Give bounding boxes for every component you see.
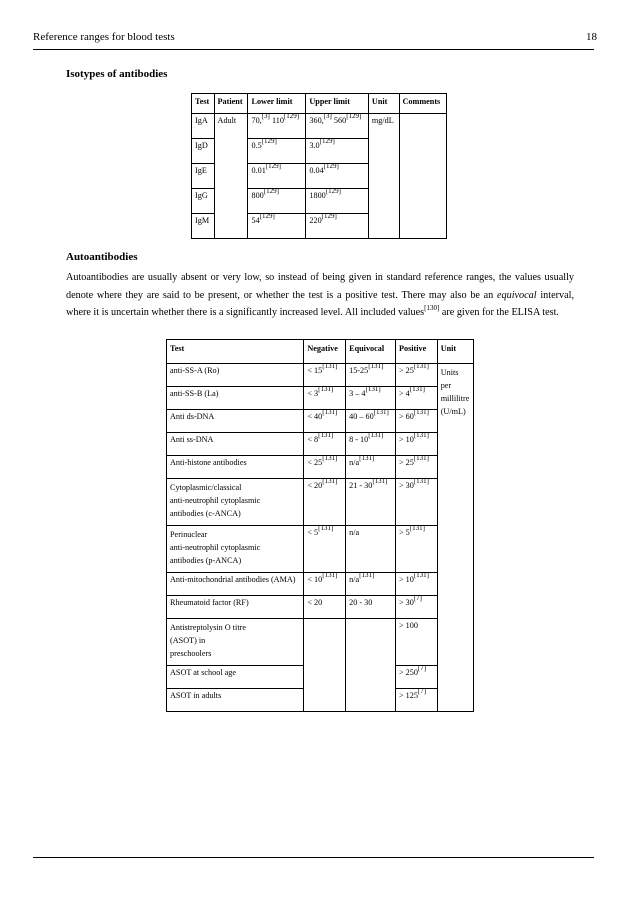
col-comments: Comments (399, 94, 447, 114)
citation: [131] (372, 477, 388, 485)
negative-cell: < 40[131] (304, 410, 346, 433)
negative-cell: < 3[131] (304, 387, 346, 410)
negative-cell: < 15[131] (304, 364, 346, 387)
test-cell: anti-SS-B (La) (167, 387, 304, 410)
citation: [131] (373, 408, 389, 416)
positive-cell: > 30[7] (395, 596, 437, 619)
upper-cell: 0.04[129] (306, 164, 369, 189)
table-row (167, 479, 474, 526)
unit-cell: Units per millilitre (U/mL) (437, 364, 473, 712)
positive-cell: > 25[131] (395, 456, 437, 479)
test-cell: IgG (192, 189, 215, 214)
citation: [131] (359, 454, 375, 462)
citation: [129] (283, 112, 300, 120)
citation: [7] (417, 687, 427, 695)
citation: [129] (321, 212, 337, 220)
citation: [131] (359, 571, 375, 579)
citation: [3] (323, 112, 332, 120)
table-row (167, 410, 474, 433)
lower-cell: 800[129] (248, 189, 306, 214)
running-header (33, 31, 597, 43)
table-row (167, 596, 474, 619)
equivocal-cell: n/a (346, 526, 396, 573)
positive-cell: > 5[131] (395, 526, 437, 573)
negative-cell: < 8[131] (304, 433, 346, 456)
table-header-row (192, 94, 447, 114)
autoantibodies-heading: Autoantibodies (66, 251, 138, 263)
test-cell: Perinuclear anti-neutrophil cytoplasmic antibodies (p-ANCA) (167, 526, 304, 573)
citation: [131] (322, 362, 338, 370)
page-number: 18 (586, 31, 597, 43)
header-title: Reference ranges for blood tests (33, 31, 175, 43)
col-positive: Positive (395, 340, 437, 364)
citation: [131] (322, 477, 338, 485)
citation: [131] (318, 431, 334, 439)
citation: [131] (365, 385, 381, 393)
citation: [129] (265, 162, 281, 170)
positive-cell: > 10[131] (395, 433, 437, 456)
test-cell: anti-SS-A (Ro) (167, 364, 304, 387)
citation: [131] (413, 477, 429, 485)
citation: [131] (409, 524, 425, 532)
col-unit: Unit (437, 340, 473, 364)
table-row (167, 456, 474, 479)
equivocal-cell: 21 - 30[131] (346, 479, 396, 526)
citation: [130] (424, 304, 440, 313)
test-cell: Anti-mitochondrial antibodies (AMA) (167, 573, 304, 596)
negative-cell: < 5[131] (304, 526, 346, 573)
equivocal-cell: 20 - 30 (346, 596, 396, 619)
citation: [131] (413, 362, 429, 370)
citation: [131] (368, 431, 384, 439)
upper-cell: 1800[129] (306, 189, 369, 214)
citation: [131] (413, 408, 429, 416)
upper-cell: 220[129] (306, 214, 369, 239)
lower-cell: 54[129] (248, 214, 306, 239)
positive-cell: > 250[7] (395, 666, 437, 689)
citation: [131] (413, 431, 429, 439)
col-upper-limit: Upper limit (306, 94, 369, 114)
equivocal-cell: 40 – 60[131] (346, 410, 396, 433)
citation: [129] (323, 162, 339, 170)
citation: [129] (261, 137, 277, 145)
unit-cell: mg/dL (368, 114, 399, 239)
negative-cell: < 20[131] (304, 479, 346, 526)
equivocal-cell: n/a[131] (346, 573, 396, 596)
isotypes-table (191, 93, 447, 239)
positive-cell: > 60[131] (395, 410, 437, 433)
table-row (167, 526, 474, 573)
test-cell: Anti ss-DNA (167, 433, 304, 456)
autoantibodies-paragraph: Autoantibodies are usually absent or very low, so instead of being given in standard reference ranges, the values usually denote where they are said to be present, or whether the test is a positive test. There may also be an equivocal interval, where it is uncertain whether there is a significantly increased level. All included values[130] are given for the ELISA test. (66, 272, 574, 319)
positive-cell: > 125[7] (395, 689, 437, 712)
citation: [129] (263, 187, 279, 195)
table-row (167, 433, 474, 456)
negative-cell: < 25[131] (304, 456, 346, 479)
test-cell: Antistreptolysin O titre (ASOT) in preschoolers (167, 619, 304, 666)
equivocal-cell: 3 – 4[131] (346, 387, 396, 410)
test-cell: Rheumatoid factor (RF) (167, 596, 304, 619)
test-cell: IgM (192, 214, 215, 239)
col-lower-limit: Lower limit (248, 94, 306, 114)
table-row (192, 114, 447, 139)
citation: [131] (322, 571, 338, 579)
equivocal-cell: 15-25[131] (346, 364, 396, 387)
footer-rule (33, 857, 594, 858)
lower-cell: 70,[3] 110[129] (248, 114, 306, 139)
citation: [129] (325, 187, 341, 195)
patient-cell: Adult (214, 114, 248, 239)
citation: [7] (413, 594, 422, 602)
negative-cell (304, 619, 346, 712)
positive-cell: > 30[131] (395, 479, 437, 526)
positive-cell: > 10[131] (395, 573, 437, 596)
table-header-row (167, 340, 474, 364)
citation: [3] (261, 112, 270, 120)
citation: [131] (368, 362, 384, 370)
citation: [131] (409, 385, 425, 393)
upper-cell: 3.0[129] (306, 139, 369, 164)
positive-cell: > 25[131] (395, 364, 437, 387)
equivocal-cell: 8 - 10[131] (346, 433, 396, 456)
col-test: Test (167, 340, 304, 364)
citation: [129] (259, 212, 275, 220)
equivocal-cell (346, 619, 396, 712)
test-cell: Anti-histone antibodies (167, 456, 304, 479)
citation: [131] (318, 524, 334, 532)
citation: [131] (322, 408, 338, 416)
col-equivocal: Equivocal (346, 340, 396, 364)
citation: [131] (413, 571, 429, 579)
table-row (167, 573, 474, 596)
col-test: Test (192, 94, 215, 114)
table-row (167, 387, 474, 410)
positive-cell: > 100 (395, 619, 437, 666)
header-rule (33, 49, 594, 50)
positive-cell: > 4[131] (395, 387, 437, 410)
test-cell: IgA (192, 114, 215, 139)
citation: [131] (322, 454, 338, 462)
col-unit: Unit (368, 94, 399, 114)
negative-cell: < 20 (304, 596, 346, 619)
citation: [131] (413, 454, 429, 462)
col-negative: Negative (304, 340, 346, 364)
test-cell: ASOT at school age (167, 666, 304, 689)
comments-cell (399, 114, 447, 239)
lower-cell: 0.01[129] (248, 164, 306, 189)
upper-cell: 360,[3] 560[129] (306, 114, 369, 139)
citation: [129] (319, 137, 335, 145)
test-cell: IgD (192, 139, 215, 164)
lower-cell: 0.5[129] (248, 139, 306, 164)
test-cell: Cytoplasmic/classical anti-neutrophil cytoplasmic antibodies (c-ANCA) (167, 479, 304, 526)
citation: [7] (417, 664, 427, 672)
autoantibodies-table (166, 339, 474, 712)
table-row (167, 364, 474, 387)
citation: [129] (346, 112, 362, 120)
test-cell: IgE (192, 164, 215, 189)
test-cell: Anti ds-DNA (167, 410, 304, 433)
isotypes-heading: Isotypes of antibodies (66, 68, 168, 80)
table-row (167, 619, 474, 666)
test-cell: ASOT in adults (167, 689, 304, 712)
citation: [131] (318, 385, 334, 393)
col-patient: Patient (214, 94, 248, 114)
equivocal-cell: n/a[131] (346, 456, 396, 479)
negative-cell: < 10[131] (304, 573, 346, 596)
